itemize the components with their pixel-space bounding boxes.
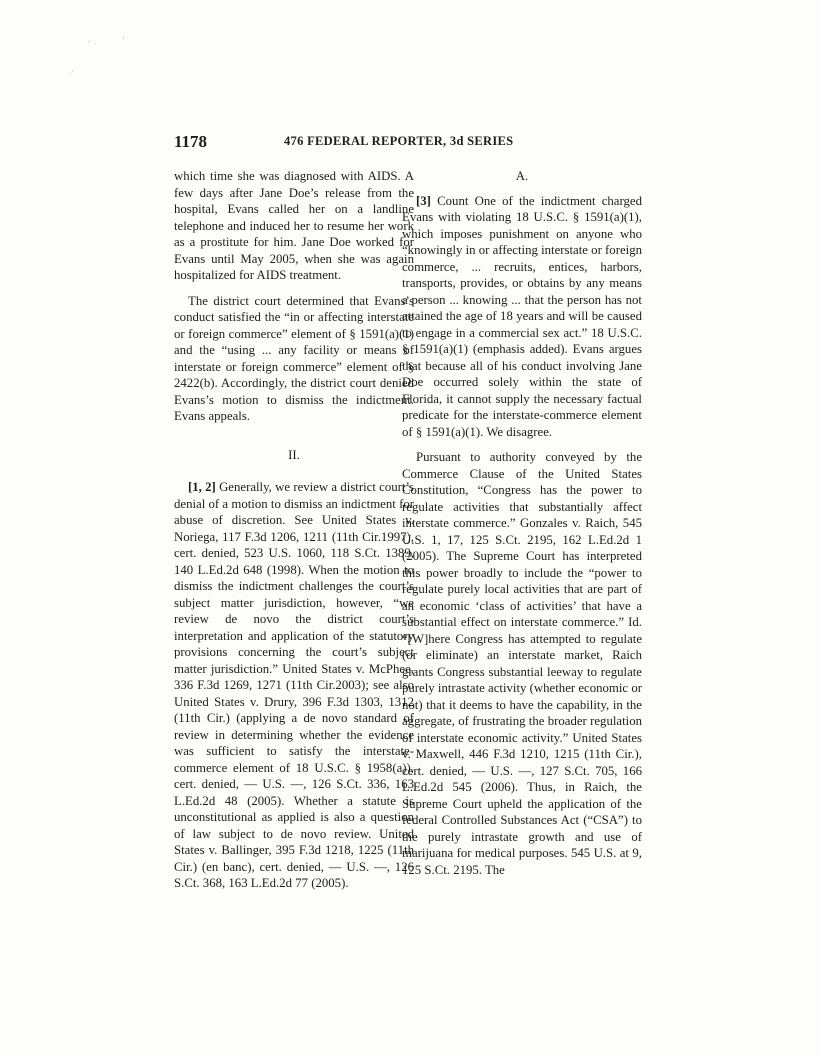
right-column bbox=[402, 168, 642, 878]
stray-scan-mark: ‘ · bbox=[88, 40, 97, 50]
subsection-heading: A. bbox=[515, 169, 529, 183]
paragraph: Pursuant to authority conveyed by the Commerce Clause of the United States Constitution, “Congress has the power to regulate activities that substantially affect interstate commerce.” Gonzales v. Raich, 545 U.S. 1, 17, 125 S.Ct. 2195, 162 L.Ed.2d 1 (2005). The Supreme Court has interpreted this power broadly to include the “power to regulate purely local activities that are part of an economic ‘class of activities’ that have a substantial effect on interstate commerce.” Id. “[W]here Congress has attempted to regulate (or eliminate) an interstate market, Raich grants Congress substantial leeway to regulate purely intrastate activity (whether economic or not) that it deems to have the capability, in the aggregate, of frustrating the broader regulation of interstate economic activity.” United States v. Maxwell, 446 F.3d 1210, 1215 (11th Cir.), cert. denied, — U.S. —, 127 S.Ct. 705, 166 L.Ed.2d 545 (2006). Thus, in Raich, the Supreme Court upheld the application of the federal Controlled Substances Act (“CSA”) to the purely intrastate growth and use of marijuana for medical purposes. 545 U.S. at 9, 125 S.Ct. 2195. The bbox=[402, 450, 642, 877]
headnote-number: [1, 2] bbox=[188, 480, 216, 494]
paragraph bbox=[402, 193, 642, 441]
paragraph: The district court determined that Evans’s conduct satisfied the “in or affecting interstate or foreign commerce” element of § 1591(a)(1) and the “using ... any facility or means of interstate or foreign commerce” element of § 2422(b). Accordingly, the district court denied Evans’s motion to dismiss the indictment. Evans appeals. bbox=[174, 293, 414, 423]
left-column bbox=[174, 168, 414, 892]
stray-scan-mark: ‘ bbox=[122, 36, 125, 46]
paragraph-text: Count One of the indictment charged Evans with violating 18 U.S.C. § 1591(a)(1), which imposes punishment on anyone who “knowingly in or affecting interstate or foreign commerce, ... recruits, entices, harbors, transports, provides, or obtains by any means a person ... knowing ... that the person has not attained the age of 18 years and will be caused to engage in a commercial sex act.” 18 U.S.C. § 1591(a)(1) (emphasis added). Evans argues that because all of his conduct involving Jane Doe occurred solely within the state of Florida, it cannot supply the necessary factual predicate for the interstate-commerce element of § 1591(a)(1). We disagree. bbox=[402, 193, 642, 439]
page-number: 1178 bbox=[174, 132, 208, 151]
page-header bbox=[174, 132, 642, 154]
section-heading: II. bbox=[288, 447, 300, 462]
stray-scan-mark: ·’ bbox=[68, 70, 74, 80]
paragraph: which time she was diagnosed with AIDS. A few days after Jane Doe’s release from the hospital, Evans called her on a landline telephone and induced her to resume her work as a prostitute for him. Jane Doe worked for Evans until May 2005, when she was again hospitalized for AIDS treatment. bbox=[174, 169, 414, 282]
paragraph-text: Generally, we review a district court’s denial of a motion to dismiss an indictment for abuse of discretion. See United States v. Noriega, 117 F.3d 1206, 1211 (11th Cir.1997), cert. denied, 523 U.S. 1060, 118 S.Ct. 1389, 140 L.Ed.2d 648 (1998). When the motion to dismiss the indictment challenges the court’s subject matter jurisdiction, however, “we review de novo the district court’s interpretation and application of the statutory provisions concerning the court’s subject matter jurisdiction.” United States v. McPhee, 336 F.3d 1269, 1271 (11th Cir.2003); see also United States v. Drury, 396 F.3d 1303, 1312 (11th Cir.) (applying a de novo standard of review in determining whether the evidence was sufficient to satisfy the interstate-commerce element of 18 U.S.C. § 1958(a)), cert. denied, — U.S. —, 126 S.Ct. 336, 163 L.Ed.2d 48 (2005). Whether a statute is unconstitutional as applied is also a question of law subject to de novo review. United States v. Ballinger, 395 F.3d 1218, 1225 (11th Cir.) (en banc), cert. denied, — U.S. —, 126 S.Ct. 368, 163 L.Ed.2d 77 (2005). bbox=[174, 480, 415, 890]
running-title: 476 FEDERAL REPORTER, 3d SERIES bbox=[284, 134, 514, 148]
headnote-number: [3] bbox=[416, 193, 431, 208]
paragraph bbox=[174, 479, 414, 892]
